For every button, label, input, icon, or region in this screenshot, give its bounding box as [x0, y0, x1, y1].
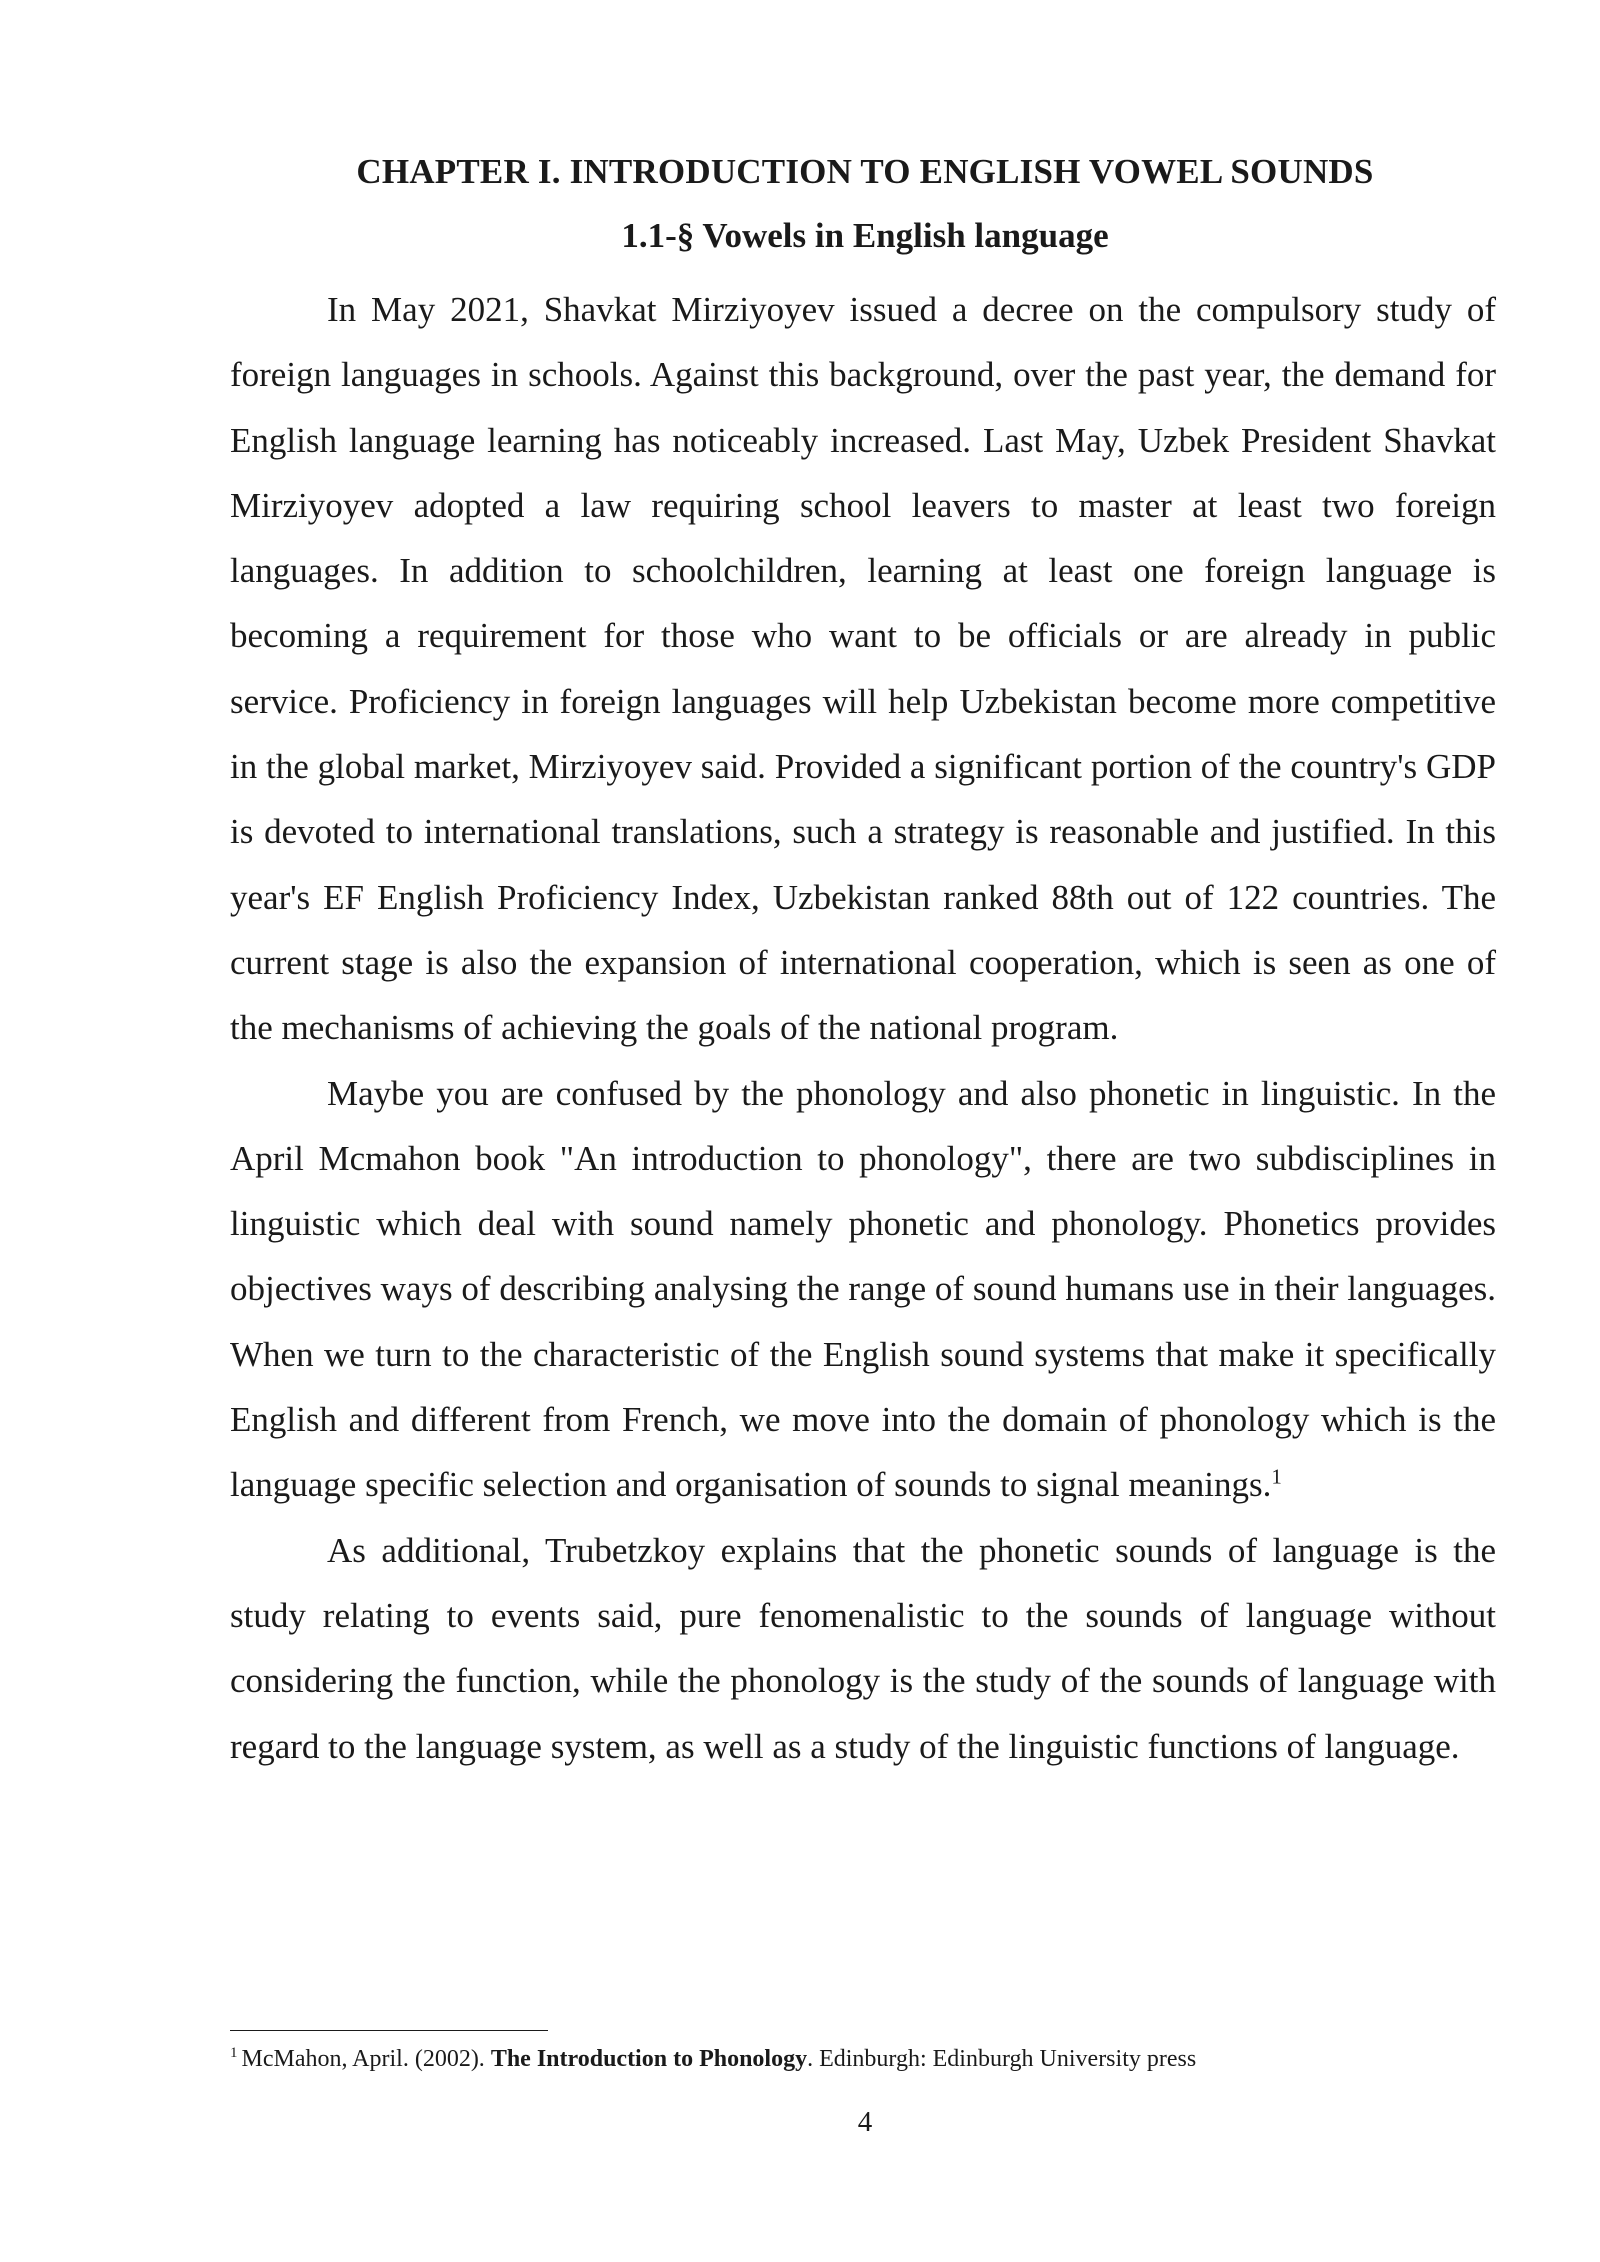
- footnote-mark: 1: [230, 2045, 238, 2061]
- footnote-text-before: McMahon, April. (2002).: [241, 2046, 485, 2072]
- section-title: 1.1-§ Vowels in English language: [621, 216, 1109, 255]
- footnote-reference[interactable]: 1: [1271, 1464, 1282, 1489]
- page-number: 4: [857, 2106, 873, 2138]
- chapter-title: CHAPTER I. INTRODUCTION TO ENGLISH VOWEL SOUNDS: [356, 152, 1374, 191]
- paragraph-2-text: Maybe you are confused by the phonology and also phonetic in linguistic. In the April Mcmahon book "An introduction to phonology", there are two subdisciplines in linguistic which deal with sound namely phonetic and phonology. Phonetics provides objectives ways of describing analysing the range of sound humans use in their languages. When we turn to the characteristic of the English sound systems that make it specifically English and different from French, we move into the domain of phonology which is the language specific selection and organisation of sounds to signal meanings.: [230, 1073, 1496, 1505]
- paragraph-3: As additional, Trubetzkoy explains that the phonetic sounds of language is the study relating to events said, pure fenomenalistic to the sounds of language without considering the function, while the phonology is the study of the sounds of language with regard to the language system, as well as a study of the linguistic functions of language.: [230, 1530, 1496, 1766]
- footnote-text-after: . Edinburgh: Edinburgh University press: [807, 2046, 1197, 2072]
- footnote-divider: [230, 2030, 548, 2031]
- footnote-book-title: The Introduction to Phonology: [490, 2046, 808, 2072]
- paragraph-1: In May 2021, Shavkat Mirziyoyev issued a decree on the compulsory study of foreign languages in schools. Against this background, over the past year, the demand for English language learning has noticeably increased. Last May, Uzbek President Shavkat Mirziyoyev adopted a law requiring school leavers to master at least two foreign languages. In addition to schoolchildren, learning at least one foreign language is becoming a requirement for those who want to be officials or are already in public service. Proficiency in foreign languages will help Uzbekistan become more competitive in the global market, Mirziyoyev said. Provided a significant portion of the country's GDP is devoted to international translations, such a strategy is reasonable and justified. In this year's EF English Proficiency Index, Uzbekistan ranked 88th out of 122 countries. The current stage is also the expansion of international cooperation, which is seen as one of the mechanisms of achieving the goals of the national program.: [230, 290, 1496, 1048]
- body-text: [230, 277, 1496, 1779]
- paragraph-2: [230, 1061, 1496, 1518]
- footnote: [230, 2044, 1496, 2074]
